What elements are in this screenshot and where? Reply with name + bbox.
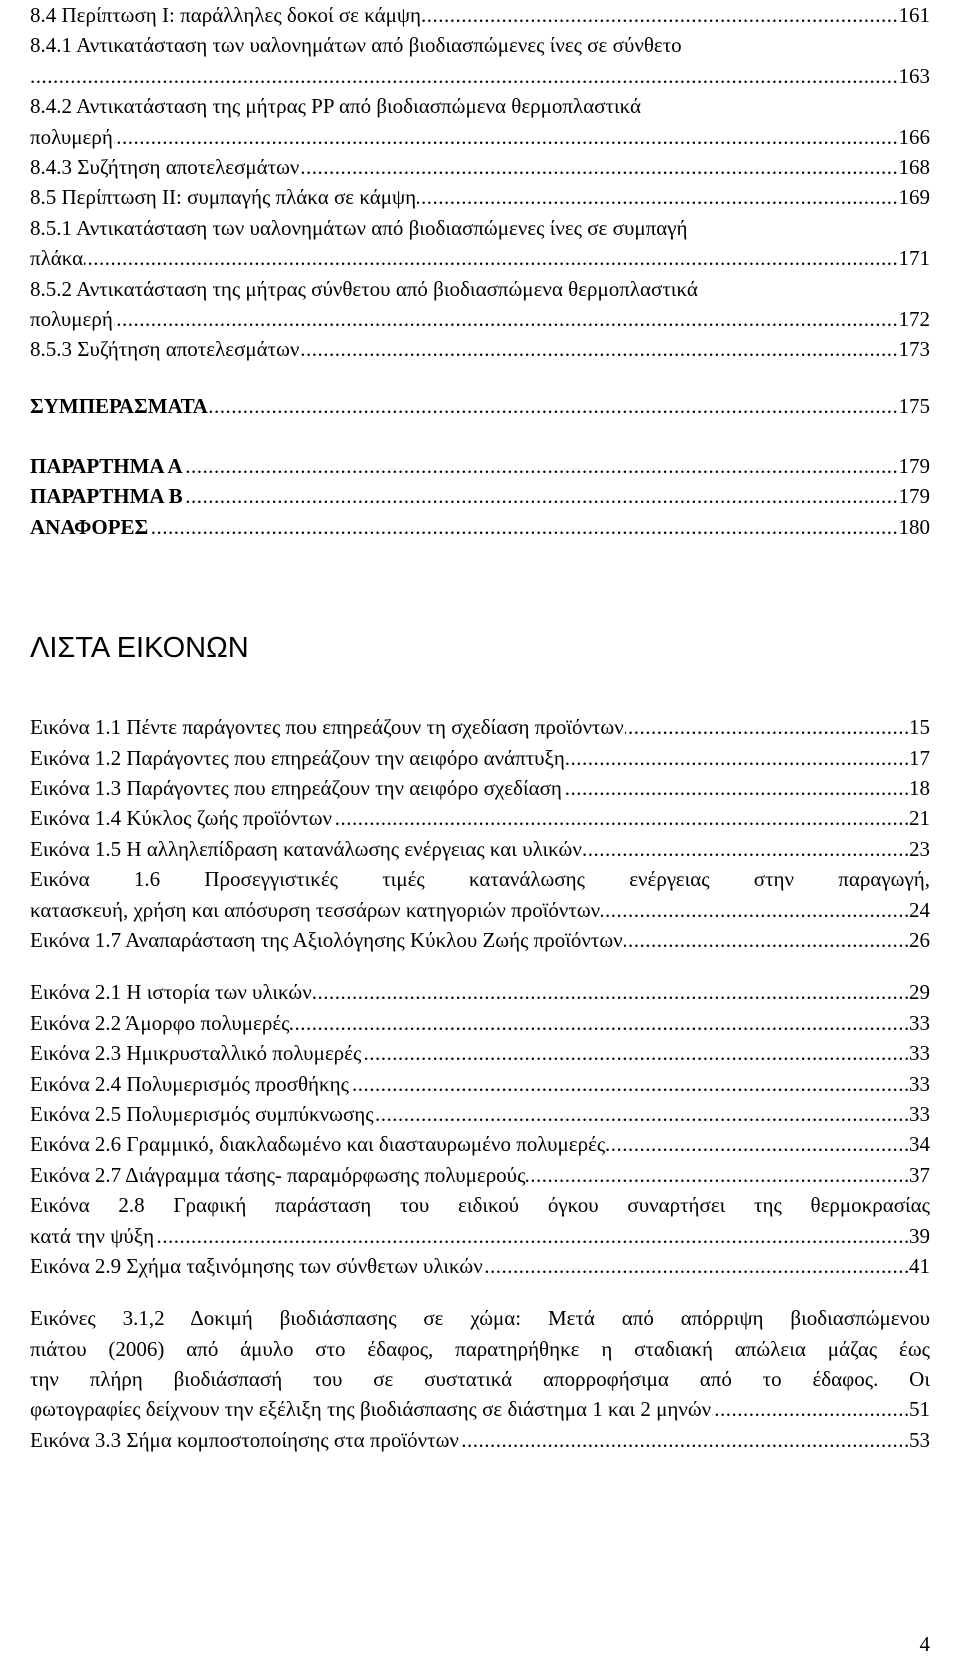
spacer	[30, 365, 930, 391]
figure-entry-page: 15	[908, 712, 930, 742]
figure-entry-title: Εικόνα 2.5 Πολυμερισμός συμπύκνωσης	[30, 1101, 374, 1126]
toc-entry-page: 166	[898, 122, 931, 152]
figure-entry-title: Εικόνα 1.4 Κύκλος ζωής προϊόντων	[30, 806, 333, 831]
figure-entry[interactable]	[30, 977, 930, 1007]
toc-entry-title: ΠΑΡΑΡΤΗΜΑ Α	[30, 454, 183, 479]
toc-entry[interactable]	[30, 0, 930, 30]
toc-entry[interactable]	[30, 61, 930, 91]
toc-entry[interactable]	[30, 91, 930, 121]
toc-entry-title: 8.4.1 Αντικατάσταση των υαλονημάτων από βιοδιασπώμενες ίνες σε σύνθετο	[30, 33, 682, 58]
figure-entry-title: Εικόνα 2.7 Διάγραμμα τάσης- παραμόρφωσης πολυμερούς	[30, 1162, 526, 1187]
toc-entry-title: ΣΥΜΠΕΡΑΣΜΑΤΑ	[30, 393, 208, 418]
toc-main-sections	[30, 391, 930, 543]
figure-entry-page: 29	[908, 977, 930, 1007]
toc-entry-title: 8.4.3 Συζήτηση αποτελεσμάτων	[30, 154, 300, 179]
toc-entry-page: 179	[898, 451, 931, 481]
figure-entry-title: Εικόνα 1.2 Παράγοντες που επηρεάζουν την αειφόρο ανάπτυξη	[30, 745, 565, 770]
toc-entry[interactable]	[30, 30, 930, 60]
toc-entry-page: 163	[898, 61, 931, 91]
toc-entry-title	[30, 64, 31, 88]
figure-entry-page: 53	[908, 1425, 930, 1455]
figure-entry-page: 34	[908, 1129, 930, 1159]
toc-entry-title: 8.5 Περίπτωση II: συμπαγής πλάκα σε κάμψη	[30, 185, 417, 210]
figures-chapter-2	[30, 977, 930, 1281]
figure-entry-title: Εικόνα 1.3 Παράγοντες που επηρεάζουν την αειφόρο σχεδίαση	[30, 776, 562, 801]
toc-entry-title: 8.5.3 Συζήτηση αποτελεσμάτων	[30, 337, 300, 362]
figure-entry-title: κατά την ψύξη	[30, 1223, 155, 1248]
figure-entry-page: 51	[908, 1394, 930, 1424]
toc-entry-page: 175	[898, 391, 931, 421]
spacer	[30, 542, 930, 628]
spacer	[30, 955, 930, 977]
figure-entry[interactable]	[30, 1394, 930, 1424]
figure-entry-title: Εικόνα 3.3 Σήμα κομποστοποίησης στα προϊόντων	[30, 1427, 459, 1452]
toc-entry[interactable]	[30, 213, 930, 243]
figure-entry[interactable]: την πλήρη βιοδιάσπασή του σε συστατικά απορροφήσιμα από το έδαφος. Οι	[30, 1367, 930, 1392]
figures-chapter-1	[30, 712, 930, 955]
figure-entry-page: 37	[908, 1160, 930, 1190]
figure-entry[interactable]	[30, 1251, 930, 1281]
figures-chapter-3	[30, 1303, 930, 1455]
figure-entry-title: κατασκευή, χρήση και απόσυρση τεσσάρων κατηγοριών προϊόντων	[30, 897, 601, 922]
page-content	[30, 0, 930, 1455]
toc-entry-page: 173	[898, 334, 931, 364]
toc-entry[interactable]	[30, 122, 930, 152]
figure-entry-page: 33	[908, 1099, 930, 1129]
figure-entry[interactable]	[30, 1008, 930, 1038]
figure-entry-page: 23	[908, 834, 930, 864]
figure-entry-page: 41	[908, 1251, 930, 1281]
toc-entry-title: πλάκα	[30, 246, 84, 271]
figure-entry-page: 21	[908, 803, 930, 833]
figure-entry-title: Εικόνα 1.7 Αναπαράσταση της Αξιολόγησης Κύκλου Ζωής προϊόντων	[30, 927, 623, 952]
figure-entry[interactable]: Εικόνες 3.1,2 Δοκιμή βιοδιάσπασης σε χώμα: Μετά από απόρριψη βιοδιασπώμενου	[30, 1306, 930, 1331]
figure-entry-page: 26	[908, 925, 930, 955]
figure-entry-page: 18	[908, 773, 930, 803]
figure-entry-title: Εικόνα 2.2 Άμορφο πολυμερές	[30, 1010, 290, 1035]
figure-entry-page: 33	[908, 1069, 930, 1099]
figure-entry-title: Εικόνα 2.6 Γραμμικό, διακλαδωμένο και διασταυρωμένο πολυμερές	[30, 1132, 606, 1157]
figure-entry[interactable]	[30, 1221, 930, 1251]
figure-entry-title: Εικόνα 2.9 Σχήμα ταξινόμησης των σύνθετων υλικών	[30, 1253, 483, 1278]
toc-entry-page: 179	[898, 481, 931, 511]
figure-entry[interactable]	[30, 1160, 930, 1190]
figure-entry-title: Εικόνα 2.3 Ημικρυσταλλικό πολυμερές	[30, 1041, 362, 1066]
toc-entry-page: 161	[898, 0, 931, 30]
figure-entry[interactable]	[30, 834, 930, 864]
figure-entry-title: Εικόνα 1.5 Η αλληλεπίδραση κατανάλωσης ενέργειας και υλικών	[30, 836, 582, 861]
toc-entry-title: 8.4.2 Αντικατάσταση της μήτρας PP από βιοδιασπώμενα θερμοπλαστικά	[30, 94, 641, 119]
toc-entry-title: 8.4 Περίπτωση I: παράλληλες δοκοί σε κάμψη	[30, 3, 422, 27]
figure-entry-title: φωτογραφίες δείχνουν την εξέλιξη της βιοδιάσπασης σε διάστημα 1 και 2 μηνών	[30, 1397, 712, 1422]
figure-entry-page: 17	[908, 743, 930, 773]
figure-entry-page: 33	[908, 1008, 930, 1038]
toc-entry[interactable]	[30, 274, 930, 304]
figure-entry-title: Εικόνα 2.4 Πολυμερισμός προσθήκης	[30, 1071, 349, 1096]
figure-entry[interactable]: Εικόνα 1.6 Προσεγγιστικές τιμές κατανάλωσης ενέργειας στην παραγωγή,	[30, 867, 930, 892]
toc-section-8	[30, 0, 930, 365]
figure-entry[interactable]	[30, 712, 930, 742]
toc-entry-page: 180	[898, 512, 931, 542]
figures-list-heading: ΛΙΣΤΑ ΕΙΚΟΝΩΝ	[30, 632, 249, 665]
toc-entry[interactable]	[30, 334, 930, 364]
figure-entry[interactable]: Εικόνα 2.8 Γραφική παράσταση του ειδικού όγκου συναρτήσει της θερμοκρασίας	[30, 1193, 930, 1218]
figure-entry[interactable]	[30, 1425, 930, 1455]
figure-entry-title: Εικόνα 1.1 Πέντε παράγοντες που επηρεάζουν τη σχεδίαση προϊόντων	[30, 715, 624, 740]
toc-entry-title: 8.5.2 Αντικατάσταση της μήτρας σύνθετου από βιοδιασπώμενα θερμοπλαστικά	[30, 276, 698, 301]
toc-entry-page: 168	[898, 152, 931, 182]
toc-entry-page: 171	[898, 243, 931, 273]
toc-entry[interactable]	[30, 481, 930, 511]
toc-entry[interactable]	[30, 512, 930, 542]
spacer	[30, 1281, 930, 1303]
figure-entry[interactable]	[30, 895, 930, 925]
spacer	[30, 668, 930, 712]
toc-entry-page: 172	[898, 304, 931, 334]
toc-entry-page: 169	[898, 182, 931, 212]
figure-entry-page: 33	[908, 1038, 930, 1068]
toc-entry-title: ΠΑΡΑΡΤΗΜΑ Β	[30, 484, 183, 509]
toc-entry-title: ΑΝΑΦΟΡΕΣ	[30, 514, 149, 539]
toc-entry-title: πολυμερή	[30, 306, 113, 331]
figure-entry-title: Εικόνα 2.1 Η ιστορία των υλικών	[30, 980, 312, 1005]
toc-entry[interactable]	[30, 391, 930, 421]
spacer	[30, 421, 930, 451]
toc-entry[interactable]	[30, 304, 930, 334]
figure-entry-page: 24	[908, 895, 930, 925]
figure-entry[interactable]	[30, 1099, 930, 1129]
toc-entry[interactable]	[30, 182, 930, 212]
toc-entry[interactable]	[30, 152, 930, 182]
figure-entry[interactable]	[30, 925, 930, 955]
figure-entry[interactable]	[30, 1129, 930, 1159]
figure-entry[interactable]	[30, 1038, 930, 1068]
figure-entry[interactable]: πιάτου (2006) από άμυλο στο έδαφος, παρατηρήθηκε η σταδιακή απώλεια μάζας έως	[30, 1336, 930, 1361]
toc-entry[interactable]	[30, 451, 930, 481]
figure-entry[interactable]	[30, 803, 930, 833]
toc-entry[interactable]	[30, 243, 930, 273]
page-number: 4	[919, 1632, 930, 1656]
figure-entry[interactable]	[30, 1069, 930, 1099]
toc-entry-title: 8.5.1 Αντικατάσταση των υαλονημάτων από βιοδιασπώμενες ίνες σε συμπαγή	[30, 215, 688, 240]
figure-entry-page: 39	[908, 1221, 930, 1251]
toc-entry-title: πολυμερή	[30, 124, 113, 149]
figure-entry[interactable]	[30, 743, 930, 773]
figure-entry[interactable]	[30, 773, 930, 803]
